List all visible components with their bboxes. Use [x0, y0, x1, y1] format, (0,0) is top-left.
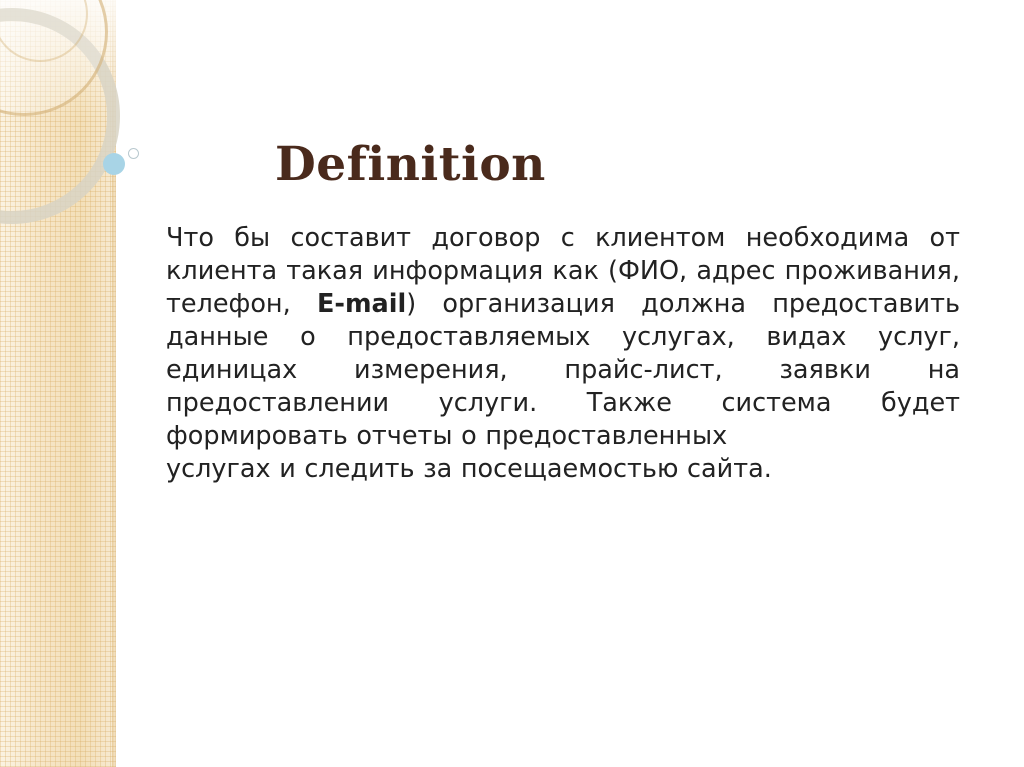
page-title: Definition [275, 137, 546, 193]
decorative-blue-dot-icon [103, 153, 125, 175]
body-text-part-2: ) организация должна предоставить данные о предоставляемых услугах, видах услуг, единицах измерения, прайс-лист, заявки на предоставлении услуги. Также система будет формировать отчеты о предоставленных [166, 289, 960, 451]
body-text-part-1: Что бы составит договор с клиентом необходима от клиента такая информация как (ФИО, адрес проживания, телефон, [166, 223, 960, 319]
body-text-emphasis: E-mail [316, 289, 407, 319]
slide-body-text [166, 222, 960, 486]
decorative-small-circle-icon [128, 148, 139, 159]
body-text-part-3: услугах и следить за посещаемостью сайта. [166, 454, 772, 484]
